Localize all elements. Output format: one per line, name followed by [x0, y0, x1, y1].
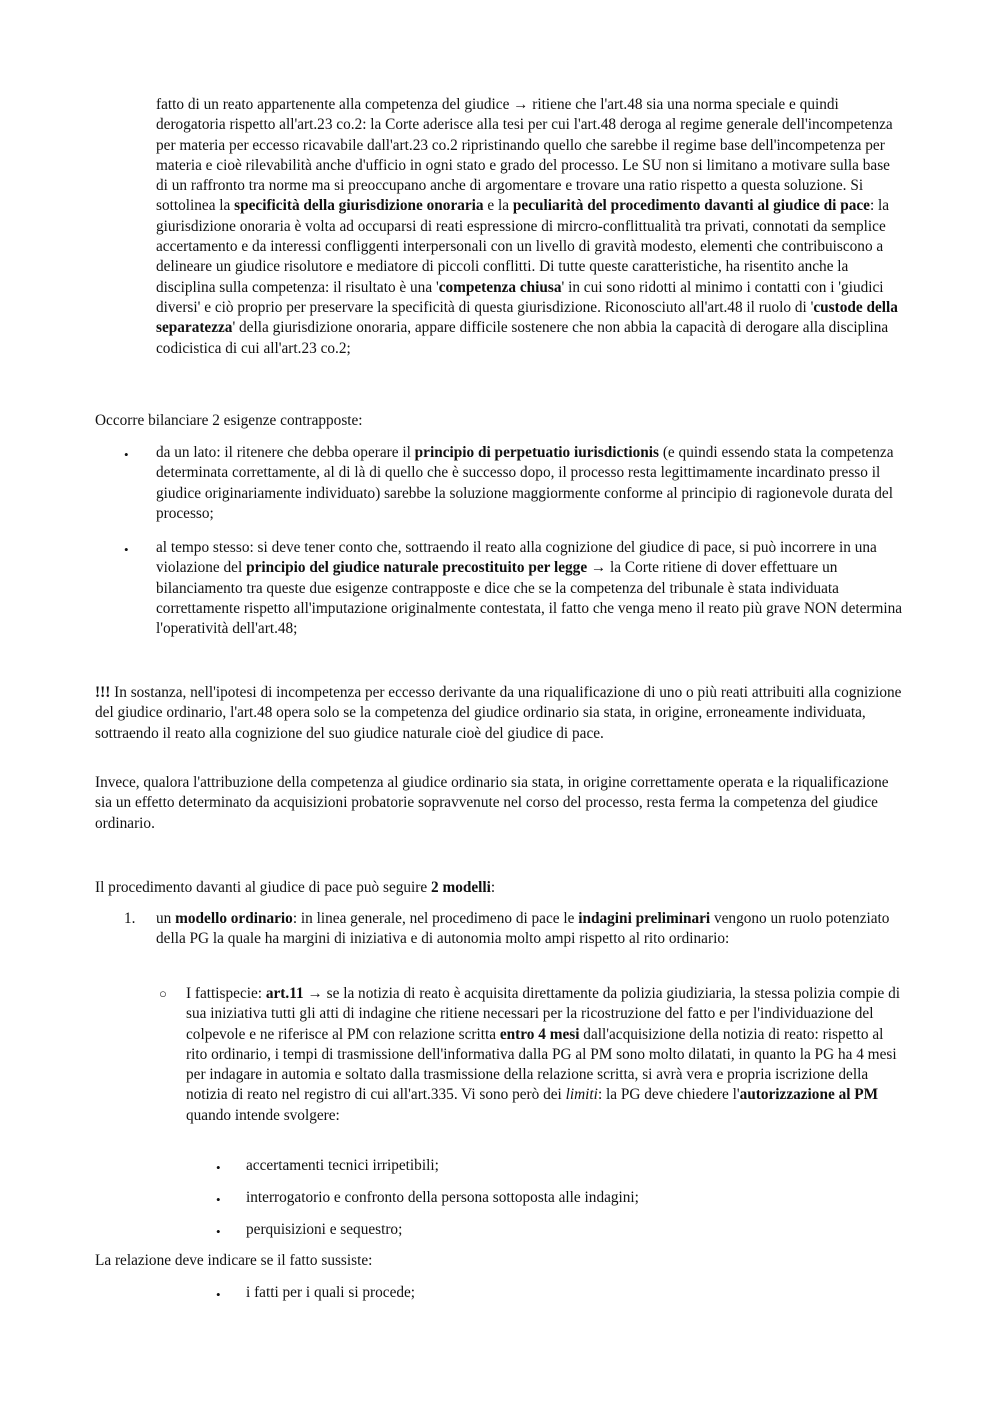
sublist-item: accertamenti tecnici irripetibili;: [246, 1157, 439, 1174]
sublist-item: perquisizioni e sequestro;: [246, 1221, 403, 1238]
circle-bullet-marker: ○: [159, 986, 167, 1001]
list-number: 1.: [124, 910, 136, 927]
bullet-marker: •: [124, 542, 129, 557]
list-item-fatti: i fatti per i quali si procede;: [246, 1284, 416, 1301]
list-item-modello-ordinario: un modello ordinario: in linea generale, nel procedimeno di pace le indagini preliminari vengono un ruolo potenziato della PG la quale ha margini di iniziativa e di autonomia molto ampi rispetto al rito ordinario:: [156, 910, 890, 948]
bullet-marker: •: [216, 1224, 221, 1239]
paragraph-relazione: La relazione deve indicare se il fatto sussiste:: [95, 1252, 373, 1269]
paragraph-invece: Invece, qualora l'attribuzione della competenza al giudice ordinario sia stata, in origine correttamente operata e la riqualificazione sia un effetto determinato da acquisizioni probatorie sopravvenute nel corso del processo, resta ferma la competenza del giudice ordinario.: [95, 774, 889, 832]
bullet-perpetuatio: da un lato: il ritenere che debba operare il principio di perpetuatio iurisdictionis (e quindi essendo stata la competenza determinata correttamente, al di là di quello che è successo dopo, il processo resta legittimamente incardinato presso il giudice originariamente individuato) sarebbe la soluzione maggiormente conforme al principio di ragionevole durata del processo;: [156, 444, 894, 522]
bullet-marker: •: [216, 1160, 221, 1175]
sub-item-art11: I fattispecie: art.11 → se la notizia di reato è acquisita direttamente da polizia giudiziaria, la stessa polizia compie di sua iniziativa tutti gli atti di indagine che ritiene necessari per la ricostruzione del fatto e per l'individuazione del colpevole e ne riferisce al PM con relazione scritta entro 4 mesi dall'acquisizione della notizia di reato: rispetto al rito ordinario, i tempi di trasmissione dell'informativa dalla PG al PM sono molto dilatati, in quanto la PG ha 4 mesi per indagare in automia e soltato dalla trasmissione della relazione scritta, si avrà vera e propria iscrizione della notizia di reato nel registro di cui all'art.335. Vi sono però dei limiti: la PG deve chiedere l'autorizzazione al PM quando intende svolgere:: [186, 985, 901, 1124]
bullet-giudice-naturale: al tempo stesso: si deve tener conto che, sottraendo il reato alla cognizione del giudice di pace, si può incorrere in una violazione del principio del giudice naturale precostituito per legge → la Corte ritiene di dover effettuare un bilanciamento tra queste due esigenze contrapposte e dice che se la competenza del tribunale è stata individuata correttamente rispetto all'imputazione originalmente contestata, il fatto che venga meno il reato più grave NON determina l'operatività dell'art.48;: [156, 539, 903, 638]
paragraph-in-sostanza: !!! In sostanza, nell'ipotesi di incompetenza per eccesso derivante da una riqualificazione di uno o più reati attribuiti alla cognizione del giudice ordinario, l'art.48 opera solo se la competenza del giudice ordinario sia stata, in origine, erroneamente individuata, sottraendo il reato alla cognizione del suo giudice naturale cioè del giudice di pace.: [95, 684, 902, 742]
bullet-marker: •: [124, 447, 129, 462]
sublist-item: interrogatorio e confronto della persona sottoposta alle indagini;: [246, 1189, 639, 1206]
paragraph-su-ratio: fatto di un reato appartenente alla competenza del giudice → ritiene che l'art.48 sia una norma speciale e quindi derogatoria rispetto all'art.23 co.2: la Corte aderisce alla tesi per cui l'art.48 deroga al regime generale dell'incompetenza per materia per eccesso ricavabile dall'art.23 co.2 ripristinando quello che sarebbe il regime base dell'incompetenza per materia e cioè rilevabilità anche d'ufficio in ogni stato e grado del processo. Le SU non si limitano a motivare sulla base di un raffronto tra norme ma si preoccupano anche di argomentare e trovare una ratio rispetto a questa soluzione. Si sottolinea la specificità della giurisdizione onoraria e la peculiarità del procedimento davanti al giudice di pace: la giurisdizione onoraria è volta ad occuparsi di reati espressione di mircro-conflittualità tra privati, connotati da semplice accertamento e da interessi confliggenti interpersonali con un livello di gravità modesto, elementi che contribuiscono a delineare un giudice risolutore e mediatore di piccoli conflitti. Di tutte queste caratteristiche, ha risentito anche la disciplina sulla competenza: il risultato è una 'competenza chiusa' in cui sono ridotti al minimo i contatti con i 'giudici diversi' e ciò proprio per preservare la specificità di questa giurisdizione. Riconosciuto all'art.48 il ruolo di 'custode della separatezza' della giurisdizione onoraria, appare difficile sostenere che non abbia la capacità di derogare alla disciplina codicistica di cui all'art.23 co.2;: [156, 96, 898, 357]
bullet-marker: •: [216, 1192, 221, 1207]
paragraph-due-modelli: Il procedimento davanti al giudice di pace può seguire 2 modelli:: [95, 879, 496, 896]
paragraph-esigenze-intro: Occorre bilanciare 2 esigenze contrapposte:: [95, 412, 363, 429]
bullet-marker: •: [216, 1287, 221, 1302]
